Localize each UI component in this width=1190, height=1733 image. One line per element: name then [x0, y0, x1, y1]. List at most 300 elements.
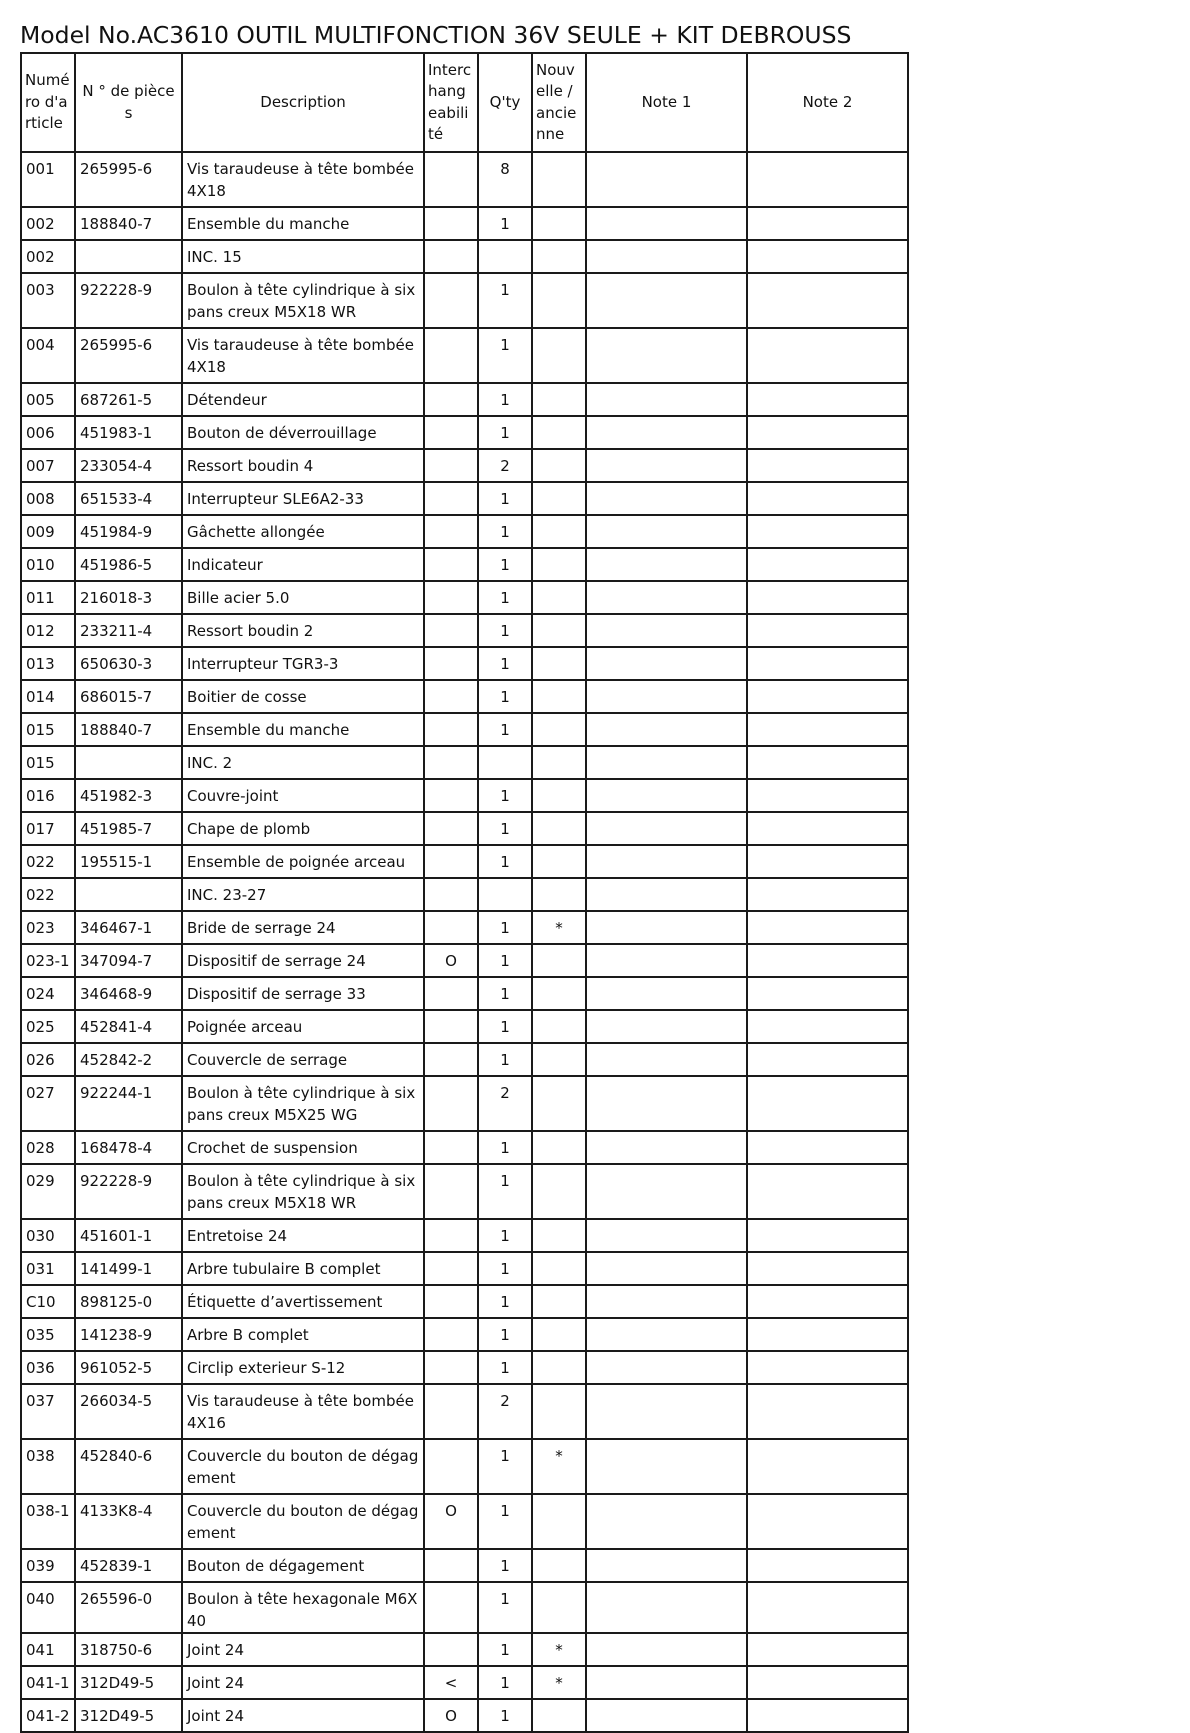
note-1-cell: [586, 680, 747, 713]
qty-cell: 1: [478, 1131, 532, 1164]
new-old-cell: [532, 1076, 586, 1131]
description-cell: Arbre B complet: [182, 1318, 424, 1351]
table-row: [21, 746, 908, 779]
interchangeability-cell: [424, 1043, 478, 1076]
note-2-cell: [747, 328, 908, 383]
item-no-cell: 006: [21, 416, 75, 449]
description-cell: Couvercle du bouton de dégagement: [182, 1439, 424, 1494]
part-no-cell: 265596-0: [75, 1582, 182, 1633]
description-cell: Poignée arceau: [182, 1010, 424, 1043]
qty-cell: 1: [478, 1318, 532, 1351]
table-row: [21, 779, 908, 812]
new-old-cell: [532, 383, 586, 416]
table-row: [21, 944, 908, 977]
new-old-cell: [532, 845, 586, 878]
part-no-cell: [75, 240, 182, 273]
new-old-cell: [532, 449, 586, 482]
item-no-cell: 002: [21, 240, 75, 273]
item-no-cell: 028: [21, 1131, 75, 1164]
table-row: [21, 482, 908, 515]
table-row: [21, 383, 908, 416]
new-old-cell: [532, 1549, 586, 1582]
note-1-cell: [586, 1164, 747, 1219]
note-2-cell: [747, 1351, 908, 1384]
part-no-cell: 687261-5: [75, 383, 182, 416]
description-cell: Interrupteur TGR3-3: [182, 647, 424, 680]
qty-cell: 1: [478, 207, 532, 240]
interchangeability-cell: [424, 1252, 478, 1285]
qty-cell: 8: [478, 152, 532, 207]
part-no-cell: 961052-5: [75, 1351, 182, 1384]
note-2-cell: [747, 1131, 908, 1164]
table-row: [21, 680, 908, 713]
note-2-cell: [747, 515, 908, 548]
header-new-old: Nouvelle / ancienne: [532, 53, 586, 152]
interchangeability-cell: [424, 977, 478, 1010]
table-header-row: [21, 53, 908, 152]
interchangeability-cell: [424, 416, 478, 449]
description-cell: Dispositif de serrage 33: [182, 977, 424, 1010]
note-1-cell: [586, 152, 747, 207]
table-row: [21, 1219, 908, 1252]
new-old-cell: *: [532, 1439, 586, 1494]
note-2-cell: [747, 647, 908, 680]
note-2-cell: [747, 878, 908, 911]
qty-cell: 1: [478, 515, 532, 548]
description-cell: Joint 24: [182, 1633, 424, 1666]
qty-cell: 1: [478, 1494, 532, 1549]
note-2-cell: [747, 449, 908, 482]
item-no-cell: 004: [21, 328, 75, 383]
interchangeability-cell: [424, 878, 478, 911]
table-row: [21, 1131, 908, 1164]
note-1-cell: [586, 273, 747, 328]
new-old-cell: [532, 1285, 586, 1318]
qty-cell: 1: [478, 1351, 532, 1384]
item-no-cell: 035: [21, 1318, 75, 1351]
note-2-cell: [747, 779, 908, 812]
table-row: [21, 1318, 908, 1351]
interchangeability-cell: [424, 1633, 478, 1666]
table-row: [21, 812, 908, 845]
new-old-cell: [532, 1318, 586, 1351]
interchangeability-cell: [424, 1131, 478, 1164]
qty-cell: 1: [478, 548, 532, 581]
new-old-cell: [532, 614, 586, 647]
item-no-cell: 009: [21, 515, 75, 548]
description-cell: Arbre tubulaire B complet: [182, 1252, 424, 1285]
qty-cell: 1: [478, 647, 532, 680]
new-old-cell: *: [532, 911, 586, 944]
table-row: [21, 1699, 908, 1732]
item-no-cell: 016: [21, 779, 75, 812]
item-no-cell: 007: [21, 449, 75, 482]
qty-cell: 2: [478, 1384, 532, 1439]
description-cell: Bride de serrage 24: [182, 911, 424, 944]
description-cell: Couvercle du bouton de dégagement: [182, 1494, 424, 1549]
note-2-cell: [747, 1043, 908, 1076]
interchangeability-cell: [424, 845, 478, 878]
new-old-cell: [532, 1351, 586, 1384]
qty-cell: 1: [478, 680, 532, 713]
part-no-cell: 188840-7: [75, 713, 182, 746]
interchangeability-cell: [424, 1351, 478, 1384]
description-cell: Étiquette d’avertissement: [182, 1285, 424, 1318]
interchangeability-cell: [424, 746, 478, 779]
header-note-1: Note 1: [586, 53, 747, 152]
table-row: [21, 1439, 908, 1494]
item-no-cell: 037: [21, 1384, 75, 1439]
qty-cell: 1: [478, 383, 532, 416]
new-old-cell: [532, 1010, 586, 1043]
table-row: [21, 1351, 908, 1384]
description-cell: Boulon à tête cylindrique à six pans creux M5X25 WG: [182, 1076, 424, 1131]
part-no-cell: 452840-6: [75, 1439, 182, 1494]
description-cell: Vis taraudeuse à tête bombée 4X18: [182, 152, 424, 207]
note-2-cell: [747, 680, 908, 713]
part-no-cell: 195515-1: [75, 845, 182, 878]
note-1-cell: [586, 1076, 747, 1131]
part-no-cell: 451986-5: [75, 548, 182, 581]
qty-cell: 1: [478, 812, 532, 845]
new-old-cell: [532, 240, 586, 273]
interchangeability-cell: [424, 1285, 478, 1318]
item-no-cell: 026: [21, 1043, 75, 1076]
table-row: [21, 614, 908, 647]
new-old-cell: [532, 1252, 586, 1285]
new-old-cell: [532, 482, 586, 515]
interchangeability-cell: [424, 1439, 478, 1494]
description-cell: Ensemble de poignée arceau: [182, 845, 424, 878]
qty-cell: 2: [478, 1076, 532, 1131]
description-cell: INC. 15: [182, 240, 424, 273]
item-no-cell: 039: [21, 1549, 75, 1582]
part-no-cell: 347094-7: [75, 944, 182, 977]
note-1-cell: [586, 1439, 747, 1494]
note-1-cell: [586, 482, 747, 515]
qty-cell: [478, 878, 532, 911]
note-2-cell: [747, 1010, 908, 1043]
qty-cell: 1: [478, 1666, 532, 1699]
note-1-cell: [586, 1219, 747, 1252]
note-2-cell: [747, 1164, 908, 1219]
part-no-cell: 651533-4: [75, 482, 182, 515]
note-1-cell: [586, 1043, 747, 1076]
table-row: [21, 1252, 908, 1285]
interchangeability-cell: O: [424, 1699, 478, 1732]
part-no-cell: 686015-7: [75, 680, 182, 713]
note-2-cell: [747, 548, 908, 581]
item-no-cell: 005: [21, 383, 75, 416]
description-cell: Vis taraudeuse à tête bombée 4X16: [182, 1384, 424, 1439]
table-row: [21, 1582, 908, 1633]
part-no-cell: 922244-1: [75, 1076, 182, 1131]
qty-cell: 1: [478, 273, 532, 328]
note-1-cell: [586, 647, 747, 680]
description-cell: Boitier de cosse: [182, 680, 424, 713]
header-item-no: Numéro d'article: [21, 53, 75, 152]
qty-cell: 1: [478, 779, 532, 812]
description-cell: Crochet de suspension: [182, 1131, 424, 1164]
interchangeability-cell: [424, 614, 478, 647]
qty-cell: 1: [478, 911, 532, 944]
item-no-cell: 024: [21, 977, 75, 1010]
note-1-cell: [586, 614, 747, 647]
interchangeability-cell: O: [424, 944, 478, 977]
description-cell: Bille acier 5.0: [182, 581, 424, 614]
interchangeability-cell: [424, 911, 478, 944]
note-2-cell: [747, 812, 908, 845]
table-row: [21, 1043, 908, 1076]
note-1-cell: [586, 240, 747, 273]
interchangeability-cell: O: [424, 1494, 478, 1549]
qty-cell: [478, 746, 532, 779]
new-old-cell: *: [532, 1633, 586, 1666]
part-no-cell: 312D49-5: [75, 1699, 182, 1732]
note-2-cell: [747, 1384, 908, 1439]
note-1-cell: [586, 1699, 747, 1732]
part-no-cell: 650630-3: [75, 647, 182, 680]
qty-cell: 1: [478, 614, 532, 647]
interchangeability-cell: [424, 1164, 478, 1219]
table-row: [21, 845, 908, 878]
interchangeability-cell: [424, 581, 478, 614]
note-1-cell: [586, 977, 747, 1010]
qty-cell: 1: [478, 1010, 532, 1043]
interchangeability-cell: [424, 1076, 478, 1131]
qty-cell: 1: [478, 416, 532, 449]
description-cell: Indicateur: [182, 548, 424, 581]
qty-cell: 1: [478, 1549, 532, 1582]
note-1-cell: [586, 944, 747, 977]
part-no-cell: 265995-6: [75, 152, 182, 207]
table-row: [21, 1384, 908, 1439]
header-note-2: Note 2: [747, 53, 908, 152]
table-row: [21, 449, 908, 482]
new-old-cell: *: [532, 1666, 586, 1699]
new-old-cell: [532, 1043, 586, 1076]
table-row: [21, 1010, 908, 1043]
note-1-cell: [586, 746, 747, 779]
part-no-cell: 188840-7: [75, 207, 182, 240]
item-no-cell: 022: [21, 845, 75, 878]
part-no-cell: 233211-4: [75, 614, 182, 647]
interchangeability-cell: [424, 1582, 478, 1633]
item-no-cell: 038-1: [21, 1494, 75, 1549]
table-row: [21, 1633, 908, 1666]
new-old-cell: [532, 328, 586, 383]
new-old-cell: [532, 779, 586, 812]
header-description: Description: [182, 53, 424, 152]
note-1-cell: [586, 548, 747, 581]
table-row: [21, 152, 908, 207]
table-row: [21, 515, 908, 548]
description-cell: Bouton de dégagement: [182, 1549, 424, 1582]
table-row: [21, 878, 908, 911]
header-qty: Q'ty: [478, 53, 532, 152]
part-no-cell: 141238-9: [75, 1318, 182, 1351]
part-no-cell: 266034-5: [75, 1384, 182, 1439]
note-1-cell: [586, 713, 747, 746]
qty-cell: 1: [478, 328, 532, 383]
interchangeability-cell: [424, 779, 478, 812]
description-cell: Boulon à tête hexagonale M6X40: [182, 1582, 424, 1633]
note-2-cell: [747, 1699, 908, 1732]
description-cell: Ensemble du manche: [182, 207, 424, 240]
parts-table-body: [21, 152, 908, 1732]
qty-cell: 1: [478, 581, 532, 614]
item-no-cell: 011: [21, 581, 75, 614]
new-old-cell: [532, 746, 586, 779]
description-cell: Gâchette allongée: [182, 515, 424, 548]
parts-table: [20, 52, 909, 1733]
note-1-cell: [586, 1010, 747, 1043]
qty-cell: 1: [478, 1252, 532, 1285]
item-no-cell: 023-1: [21, 944, 75, 977]
note-2-cell: [747, 273, 908, 328]
part-no-cell: 216018-3: [75, 581, 182, 614]
note-2-cell: [747, 746, 908, 779]
note-2-cell: [747, 614, 908, 647]
part-no-cell: 346468-9: [75, 977, 182, 1010]
description-cell: Vis taraudeuse à tête bombée 4X18: [182, 328, 424, 383]
note-2-cell: [747, 482, 908, 515]
note-2-cell: [747, 1219, 908, 1252]
note-1-cell: [586, 1582, 747, 1633]
qty-cell: [478, 240, 532, 273]
item-no-cell: 015: [21, 746, 75, 779]
note-1-cell: [586, 779, 747, 812]
part-no-cell: 168478-4: [75, 1131, 182, 1164]
item-no-cell: 041-2: [21, 1699, 75, 1732]
interchangeability-cell: [424, 1219, 478, 1252]
header-interchangeability: Interchangeabilité: [424, 53, 478, 152]
item-no-cell: 030: [21, 1219, 75, 1252]
note-1-cell: [586, 581, 747, 614]
item-no-cell: 003: [21, 273, 75, 328]
note-2-cell: [747, 911, 908, 944]
qty-cell: 1: [478, 1439, 532, 1494]
item-no-cell: 029: [21, 1164, 75, 1219]
note-1-cell: [586, 812, 747, 845]
part-no-cell: [75, 878, 182, 911]
item-no-cell: 031: [21, 1252, 75, 1285]
item-no-cell: 017: [21, 812, 75, 845]
note-1-cell: [586, 878, 747, 911]
note-2-cell: [747, 581, 908, 614]
interchangeability-cell: [424, 647, 478, 680]
description-cell: Dispositif de serrage 24: [182, 944, 424, 977]
description-cell: Entretoise 24: [182, 1219, 424, 1252]
new-old-cell: [532, 273, 586, 328]
table-row: [21, 1285, 908, 1318]
note-1-cell: [586, 328, 747, 383]
interchangeability-cell: [424, 273, 478, 328]
page-title: Model No.AC3610 OUTIL MULTIFONCTION 36V SEULE + KIT DEBROUSS: [20, 21, 852, 49]
interchangeability-cell: [424, 482, 478, 515]
description-cell: Joint 24: [182, 1699, 424, 1732]
item-no-cell: 012: [21, 614, 75, 647]
qty-cell: 1: [478, 482, 532, 515]
interchangeability-cell: [424, 449, 478, 482]
part-no-cell: 922228-9: [75, 1164, 182, 1219]
part-no-cell: 452839-1: [75, 1549, 182, 1582]
interchangeability-cell: [424, 1010, 478, 1043]
new-old-cell: [532, 581, 586, 614]
note-1-cell: [586, 1494, 747, 1549]
note-2-cell: [747, 1076, 908, 1131]
table-row: [21, 1549, 908, 1582]
note-1-cell: [586, 911, 747, 944]
note-2-cell: [747, 845, 908, 878]
table-row: [21, 548, 908, 581]
new-old-cell: [532, 812, 586, 845]
note-2-cell: [747, 416, 908, 449]
part-no-cell: 451601-1: [75, 1219, 182, 1252]
note-1-cell: [586, 207, 747, 240]
table-row: [21, 713, 908, 746]
interchangeability-cell: [424, 207, 478, 240]
note-1-cell: [586, 515, 747, 548]
part-no-cell: 233054-4: [75, 449, 182, 482]
note-1-cell: [586, 1384, 747, 1439]
part-no-cell: 4133K8-4: [75, 1494, 182, 1549]
part-no-cell: 452841-4: [75, 1010, 182, 1043]
note-2-cell: [747, 383, 908, 416]
interchangeability-cell: [424, 713, 478, 746]
item-no-cell: 038: [21, 1439, 75, 1494]
qty-cell: 1: [478, 1633, 532, 1666]
note-2-cell: [747, 1633, 908, 1666]
new-old-cell: [532, 680, 586, 713]
table-row: [21, 273, 908, 328]
new-old-cell: [532, 944, 586, 977]
item-no-cell: 022: [21, 878, 75, 911]
description-cell: Joint 24: [182, 1666, 424, 1699]
description-cell: Chape de plomb: [182, 812, 424, 845]
new-old-cell: [532, 1164, 586, 1219]
item-no-cell: 025: [21, 1010, 75, 1043]
item-no-cell: 023: [21, 911, 75, 944]
description-cell: Boulon à tête cylindrique à six pans creux M5X18 WR: [182, 1164, 424, 1219]
interchangeability-cell: [424, 812, 478, 845]
new-old-cell: [532, 977, 586, 1010]
interchangeability-cell: [424, 680, 478, 713]
item-no-cell: 036: [21, 1351, 75, 1384]
item-no-cell: 015: [21, 713, 75, 746]
part-no-cell: [75, 746, 182, 779]
new-old-cell: [532, 1384, 586, 1439]
new-old-cell: [532, 515, 586, 548]
note-1-cell: [586, 1285, 747, 1318]
note-2-cell: [747, 977, 908, 1010]
item-no-cell: 041: [21, 1633, 75, 1666]
table-row: [21, 581, 908, 614]
description-cell: Ensemble du manche: [182, 713, 424, 746]
description-cell: Circlip exterieur S-12: [182, 1351, 424, 1384]
qty-cell: 1: [478, 1699, 532, 1732]
description-cell: Couvre-joint: [182, 779, 424, 812]
note-1-cell: [586, 1252, 747, 1285]
description-cell: Ressort boudin 2: [182, 614, 424, 647]
interchangeability-cell: [424, 1549, 478, 1582]
description-cell: Détendeur: [182, 383, 424, 416]
table-row: [21, 240, 908, 273]
item-no-cell: 010: [21, 548, 75, 581]
qty-cell: 1: [478, 713, 532, 746]
interchangeability-cell: [424, 240, 478, 273]
interchangeability-cell: [424, 1318, 478, 1351]
